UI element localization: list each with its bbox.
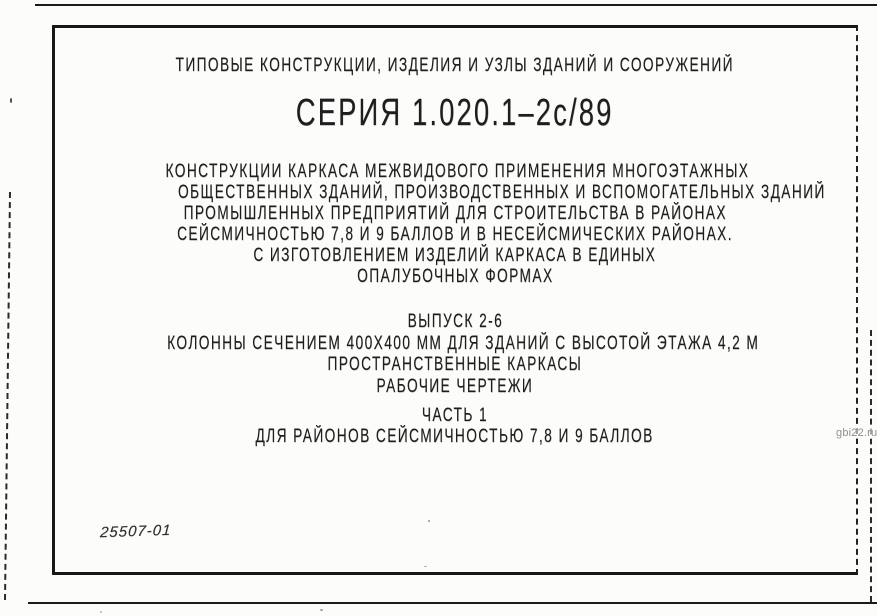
outer-border-top — [35, 4, 877, 6]
handwritten-inventory-number: 25507-01 — [99, 521, 172, 542]
issue-block — [52, 312, 858, 398]
issue-frames-line: ПРОСТРАНСТВЕННЫЕ КАРКАСЫ — [327, 354, 583, 376]
document-category-heading — [52, 56, 858, 76]
description-line: С ИЗГОТОВЛЕНИЕМ ИЗДЕЛИЙ КАРКАСА В ЕДИНЫХ — [253, 245, 657, 266]
outer-border-bottom — [28, 602, 877, 604]
document-category-heading-text: ТИПОВЫЕ КОНСТРУКЦИИ, ИЗДЕЛИЯ И УЗЛЫ ЗДАНИЙ И СООРУЖЕНИЙ — [175, 55, 735, 76]
part-number-line: ЧАСТЬ 1 — [421, 405, 489, 426]
issue-number-line: ВЫПУСК 2-6 — [407, 311, 503, 332]
description-line: ОПАЛУБОЧНЫХ ФОРМАХ — [356, 266, 554, 287]
part-regions-line: ДЛЯ РАЙОНОВ СЕЙСМИЧНОСТЬЮ 7,8 И 9 БАЛЛОВ — [255, 425, 655, 447]
issue-drawings-line: РАБОЧИЕ ЧЕРТЕЖИ — [376, 375, 534, 397]
series-title-text: СЕРИЯ 1.020.1–2с/89 — [296, 92, 614, 134]
outer-border-right — [870, 330, 872, 602]
scan-speck — [428, 520, 430, 522]
description-line: КОНСТРУКЦИИ КАРКАСА МЕЖВИДОВОГО ПРИМЕНЕНИЯ МНОГОЭТАЖНЫХ — [165, 161, 750, 182]
outer-border-left — [4, 192, 11, 600]
description-paragraph — [52, 162, 858, 288]
part-block — [52, 406, 858, 447]
scan-speck — [100, 611, 102, 613]
description-line: ОБЩЕСТВЕННЫХ ЗДАНИЙ, ПРОИЗВОДСТВЕННЫХ И ВСПОМОГАТЕЛЬНЫХ ЗДАНИЙ — [177, 182, 826, 203]
scan-speck — [10, 98, 12, 103]
site-watermark: gbi22.ru — [836, 427, 877, 439]
series-title — [52, 93, 858, 133]
scan-speck — [424, 566, 427, 567]
description-line: СЕЙСМИЧНОСТЬЮ 7,8 И 9 БАЛЛОВ И В НЕСЕЙСМИЧЕСКИХ РАЙОНАХ. — [177, 224, 733, 245]
issue-subject-line: КОЛОННЫ СЕЧЕНИЕМ 400Х400 ММ ДЛЯ ЗДАНИЙ С ВЫСОТОЙ ЭТАЖА 4,2 М — [167, 332, 760, 354]
description-line: ПРОМЫШЛЕННЫХ ПРЕДПРИЯТИЙ ДЛЯ СТРОИТЕЛЬСТВА В РАЙОНАХ — [183, 203, 727, 224]
scan-speck — [320, 609, 323, 611]
